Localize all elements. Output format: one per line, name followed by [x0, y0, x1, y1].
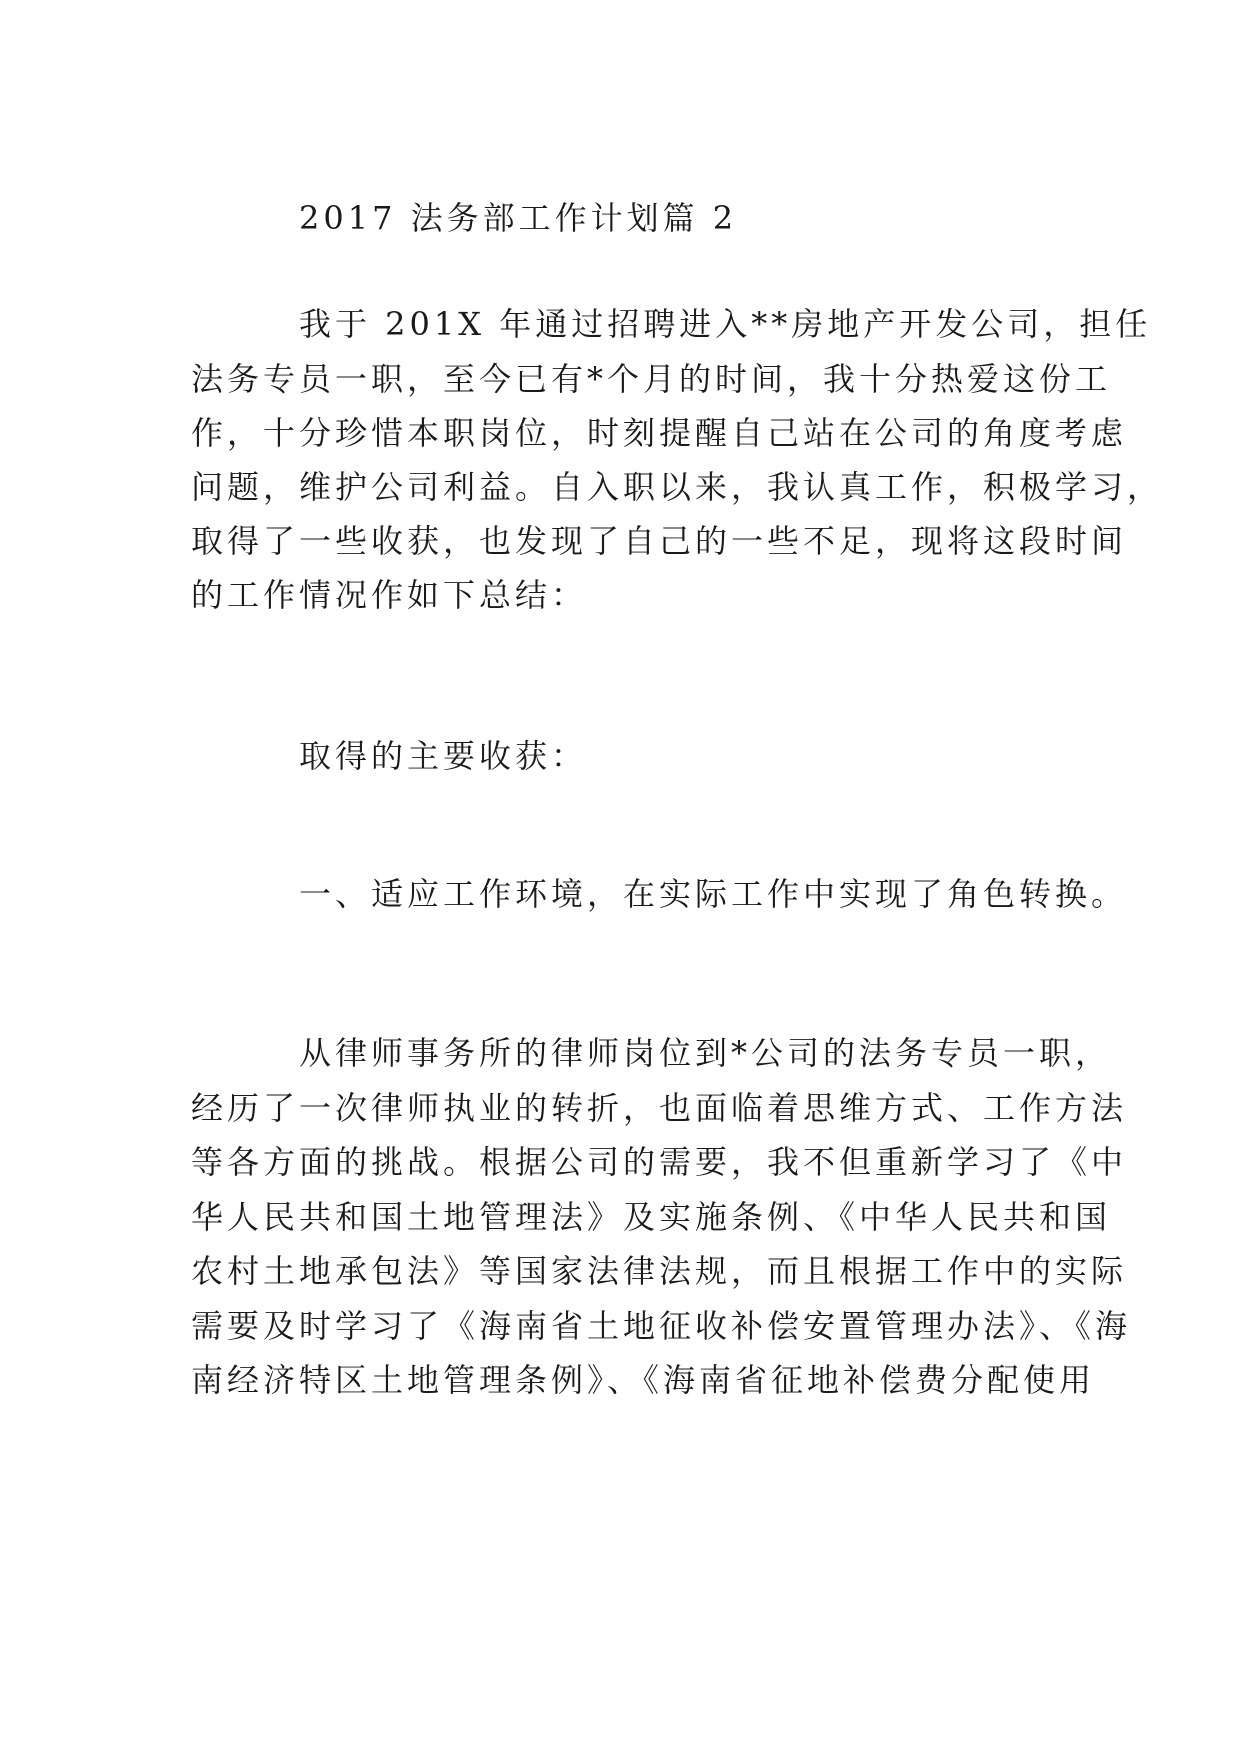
- paragraph-1-line-4: 问题，维护公司利益。自入职以来，我认真工作，积极学习，: [191, 468, 1164, 506]
- paragraph-2-line-1: 从律师事务所的律师岗位到*公司的法务专员一职，: [299, 1034, 1112, 1072]
- paragraph-1-line-1: 我于 201X 年通过招聘进入**房地产开发公司，担任: [299, 305, 1152, 343]
- paragraph-2-line-2: 经历了一次律师执业的转折，也面临着思维方式、工作方法: [191, 1089, 1128, 1127]
- paragraph-2-line-6: 需要及时学习了《海南省土地征收补偿安置管理办法》、《海: [191, 1307, 1132, 1345]
- paragraph-2-line-3: 等各方面的挑战。根据公司的需要，我不但重新学习了《中: [191, 1143, 1128, 1181]
- heading-section-1: 一、适应工作环境，在实际工作中实现了角色转换。: [299, 875, 1128, 913]
- paragraph-1-line-3: 作，十分珍惜本职岗位，时刻提醒自己站在公司的角度考虑: [191, 414, 1128, 452]
- paragraph-1-line-2: 法务专员一职，至今已有*个月的时间，我十分热爱这份工: [191, 360, 1112, 398]
- paragraph-1-line-6: 的工作情况作如下总结：: [191, 576, 588, 614]
- paragraph-1-line-5: 取得了一些收获，也发现了自己的一些不足，现将这段时间: [191, 522, 1128, 560]
- paragraph-2-line-7: 南经济特区土地管理条例》、《海南省征地补偿费分配使用: [191, 1361, 1096, 1399]
- paragraph-2-line-4: 华人民共和国土地管理法》及实施条例、《中华人民共和国: [191, 1198, 1112, 1236]
- document-title: 2017 法务部工作计划篇 2: [299, 199, 738, 237]
- heading-main-gains: 取得的主要收获：: [299, 737, 588, 775]
- paragraph-2-line-5: 农村土地承包法》等国家法律法规，而且根据工作中的实际: [191, 1252, 1128, 1290]
